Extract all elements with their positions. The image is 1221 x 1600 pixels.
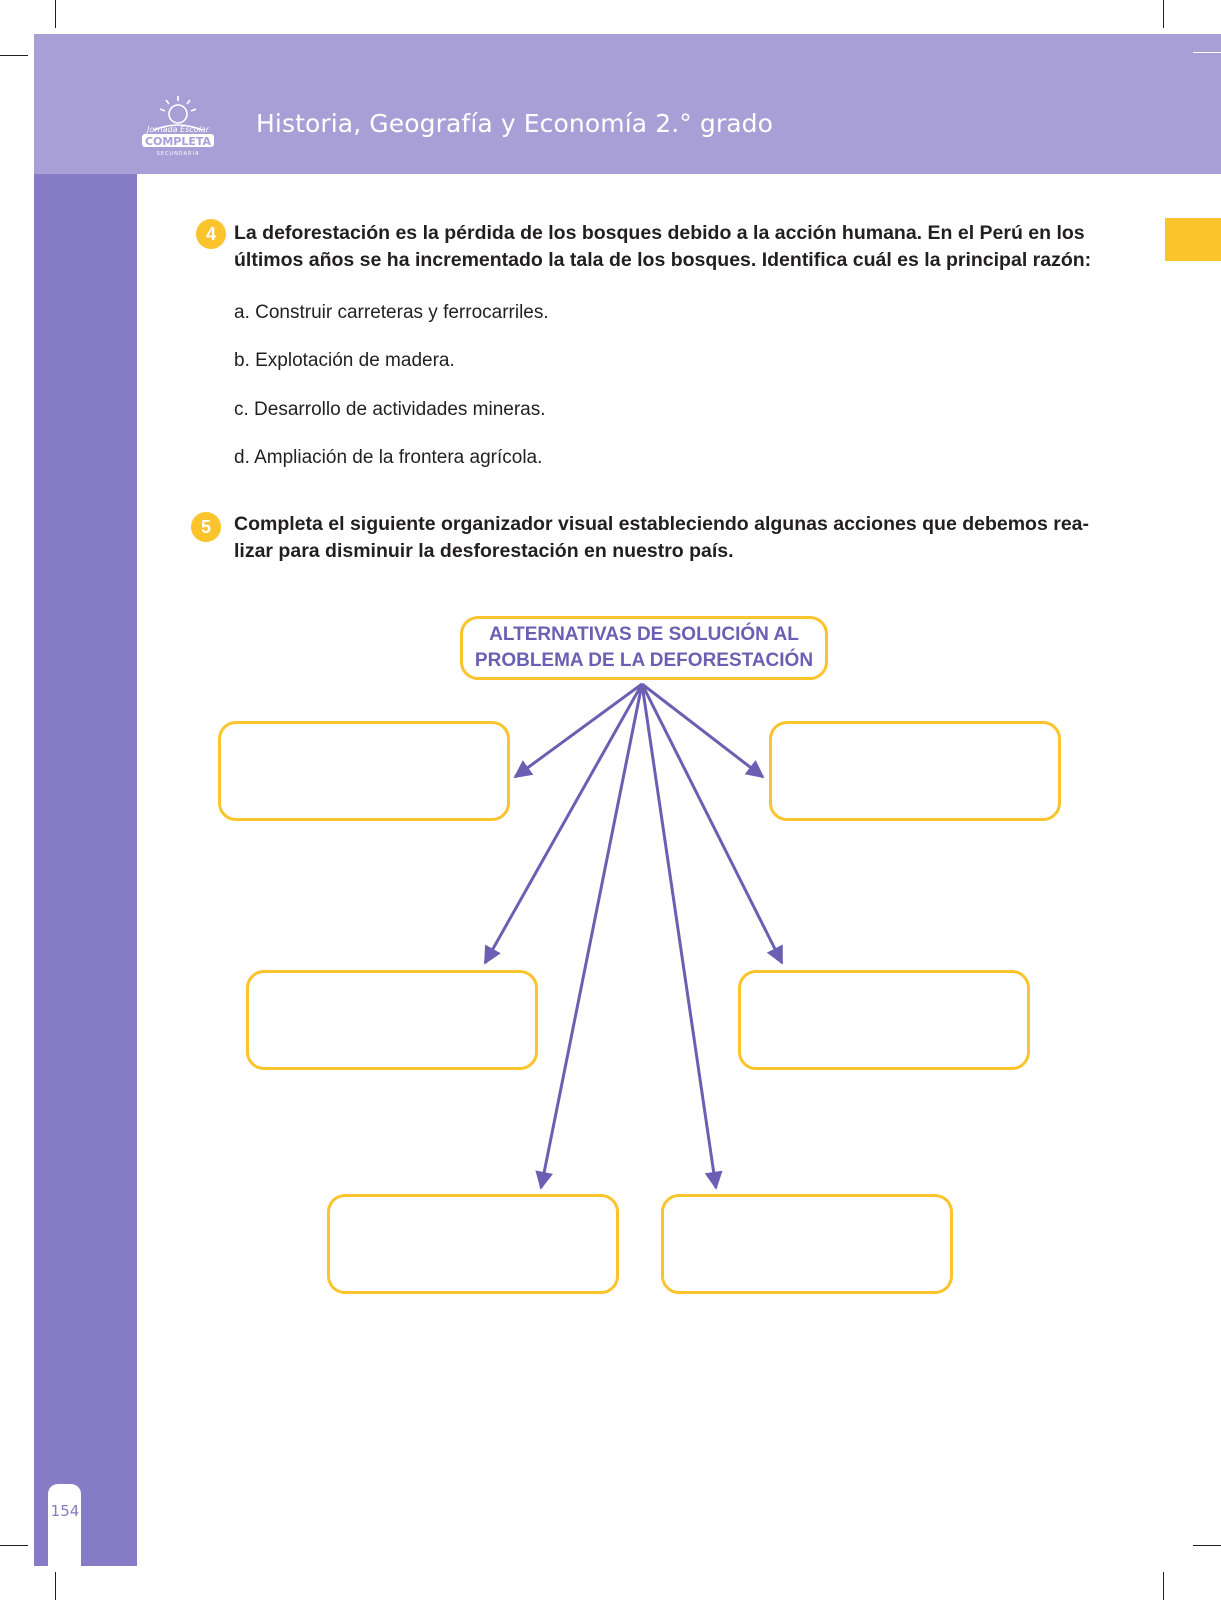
answer-box-middle-right[interactable] [738, 970, 1030, 1070]
option-c[interactable]: c. Desarrollo de actividades mineras. [234, 399, 546, 420]
answer-box-bottom-left[interactable] [327, 1194, 619, 1294]
diagram-title-box [460, 616, 828, 680]
option-d[interactable]: d. Ampliación de la frontera agrícola. [234, 447, 543, 468]
logo-text-secundaria: SECUNDARIA [156, 151, 200, 157]
question-number-badge: 5 [191, 512, 221, 542]
answer-box-bottom-right[interactable] [661, 1194, 953, 1294]
logo-text-completa: COMPLETA [144, 135, 212, 148]
answer-box-middle-left[interactable] [246, 970, 538, 1070]
answer-box-top-right[interactable] [769, 721, 1061, 821]
arrow-to-box-bottom-left [541, 684, 642, 1188]
question-4-text: La deforestación es la pérdida de los bosques debido a la acción humana. En el Perú en los últimos años se ha incrementado la tala de los bosques. Identifica cuál es la principal razón: [234, 222, 1092, 271]
page-title: Historia, Geografía y Economía 2.° grado [256, 109, 774, 138]
question-number-badge: 4 [196, 219, 226, 249]
question-5-text: Completa el siguiente organizador visual estableciendo algunas acciones que debemos rea-lizar para disminuir la desforestación en nuestro país. [234, 513, 1090, 562]
option-a[interactable]: a. Construir carreteras y ferrocarriles. [234, 302, 549, 323]
arrow-to-box-top-left [515, 684, 642, 777]
option-b[interactable]: b. Explotación de madera. [234, 350, 455, 371]
arrow-to-box-middle-left [485, 684, 642, 963]
page-number: 154 [50, 1502, 80, 1520]
logo-text-jornada: Jornada Escolar [147, 125, 209, 134]
arrow-to-box-top-right [642, 684, 763, 777]
diagram-title: ALTERNATIVAS DE SOLUCIÓN AL PROBLEMA DE LA DEFORESTACIÓN [474, 624, 814, 671]
answer-box-top-left[interactable] [218, 721, 510, 821]
